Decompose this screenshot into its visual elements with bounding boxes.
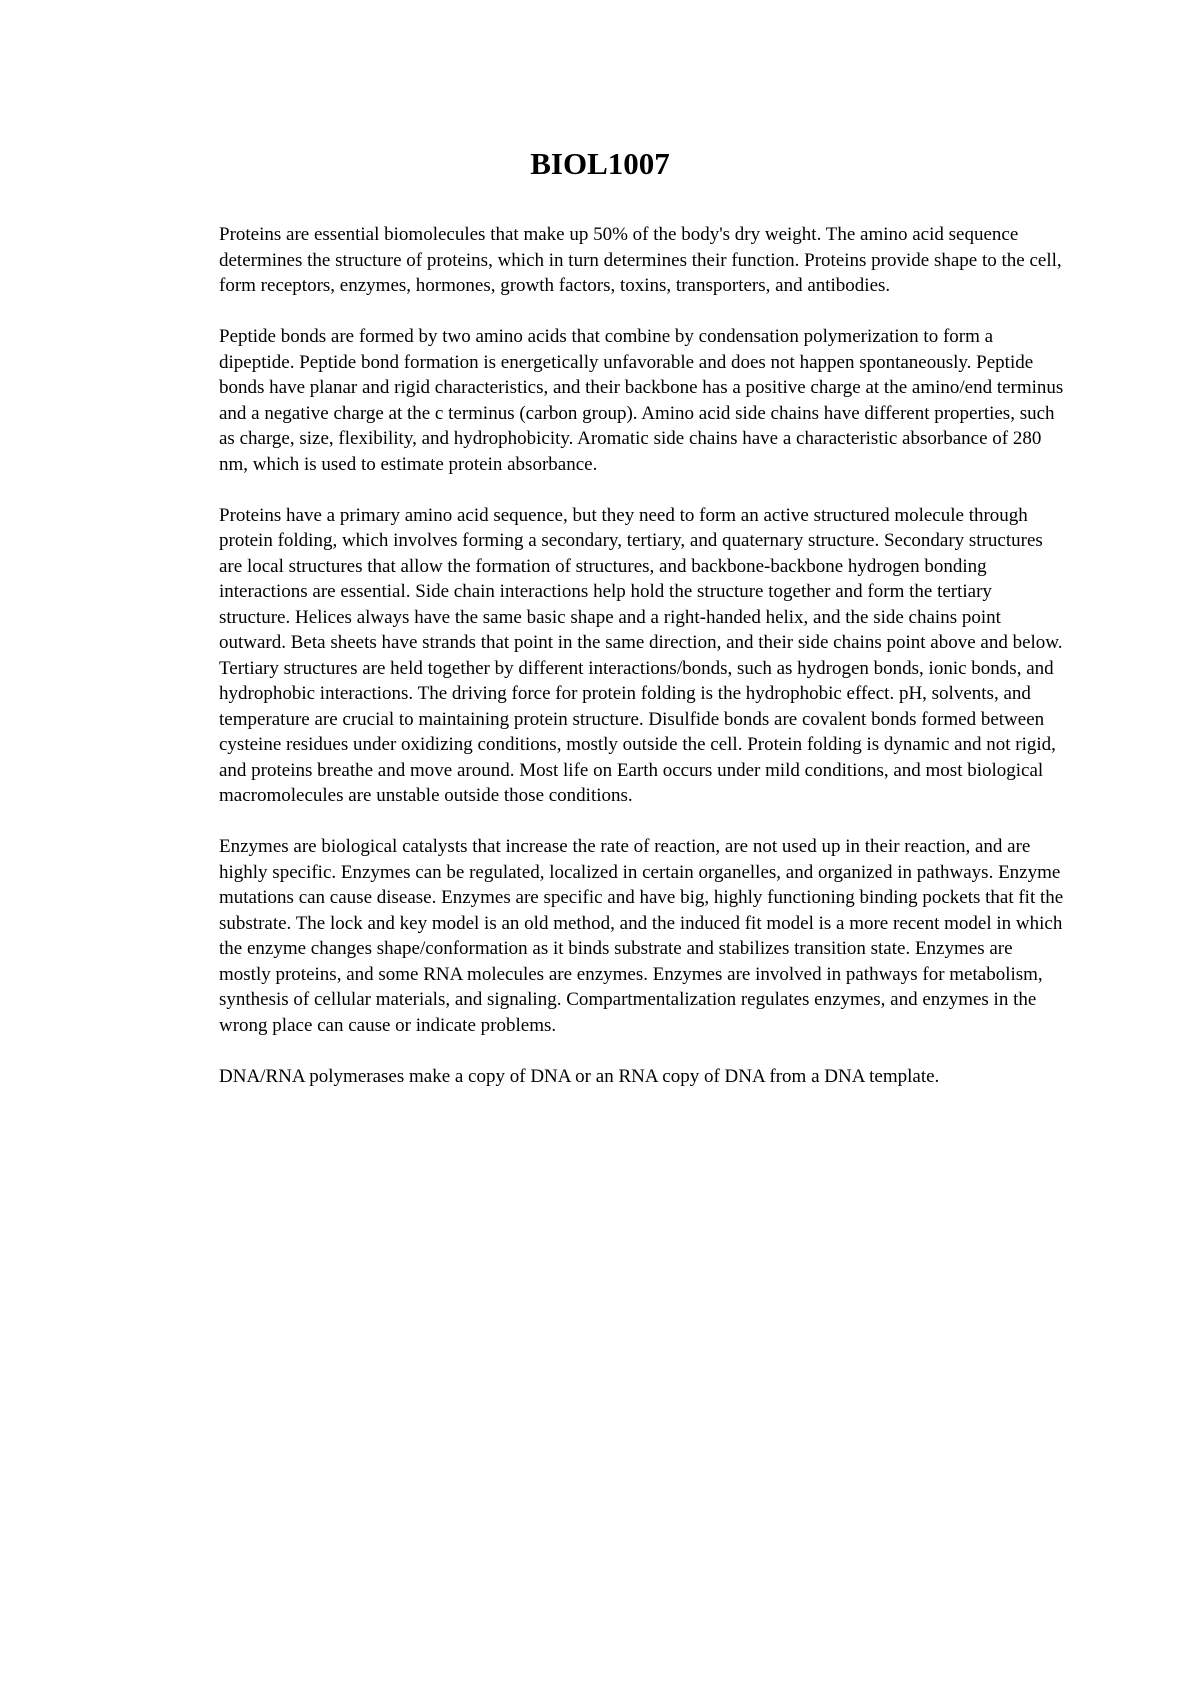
document-body (219, 222, 1064, 1115)
paragraph-proteins: Proteins are essential biomolecules that make up 50% of the body's dry weight. The amino acid sequence determines the structure of proteins, which in turn determines their function. Proteins provide shape to the cell, form receptors, enzymes, hormones, growth factors, toxins, transporters, and antibodies. (219, 224, 1062, 296)
paragraph-polymerases: DNA/RNA polymerases make a copy of DNA or an RNA copy of DNA from a DNA template. (219, 1065, 940, 1087)
paragraph-enzymes: Enzymes are biological catalysts that increase the rate of reaction, are not used up in their reaction, and are highly specific. Enzymes can be regulated, localized in certain organelles, and organized in pathways. Enzyme mutations can cause disease. Enzymes are specific and have big, highly functioning binding pockets that fit the substrate. The lock and key model is an old method, and the induced fit model is a more recent model in which the enzyme changes shape/conformation as it binds substrate and stabilizes transition state. Enzymes are mostly proteins, and some RNA molecules are enzymes. Enzymes are involved in pathways for metabolism, synthesis of cellular materials, and signaling. Compartmentalization regulates enzymes, and enzymes in the wrong place can cause or indicate problems. (219, 836, 1064, 1036)
document-title: BIOL1007 (530, 146, 670, 181)
paragraph-protein-folding: Proteins have a primary amino acid sequence, but they need to form an active structured molecule through protein folding, which involves forming a secondary, tertiary, and quaternary structure. Secondary structures are local structures that allow the formation of structures, and backbone-backbone hydrogen bonding interactions are essential. Side chain interactions help hold the structure together and form the tertiary structure. Helices always have the same basic shape and a right-handed helix, and the side chains point outward. Beta sheets have strands that point in the same direction, and their side chains point above and below. Tertiary structures are held together by different interactions/bonds, such as hydrogen bonds, ionic bonds, and hydrophobic interactions. The driving force for protein folding is the hydrophobic effect. pH, solvents, and temperature are crucial to maintaining protein structure. Disulfide bonds are covalent bonds formed between cysteine residues under oxidizing conditions, mostly outside the cell. Protein folding is dynamic and not rigid, and proteins breathe and move around. Most life on Earth occurs under mild conditions, and most biological macromolecules are unstable outside those conditions. (219, 504, 1063, 806)
paragraph-peptide-bonds: Peptide bonds are formed by two amino acids that combine by condensation polymerization to form a dipeptide. Peptide bond formation is energetically unfavorable and does not happen spontaneously. Peptide bonds have planar and rigid characteristics, and their backbone has a positive charge at the amino/end terminus and a negative charge at the c terminus (carbon group). Amino acid side chains have different properties, such as charge, size, flexibility, and hydrophobicity. Aromatic side chains have a characteristic absorbance of 280 nm, which is used to estimate protein absorbance. (219, 326, 1064, 475)
